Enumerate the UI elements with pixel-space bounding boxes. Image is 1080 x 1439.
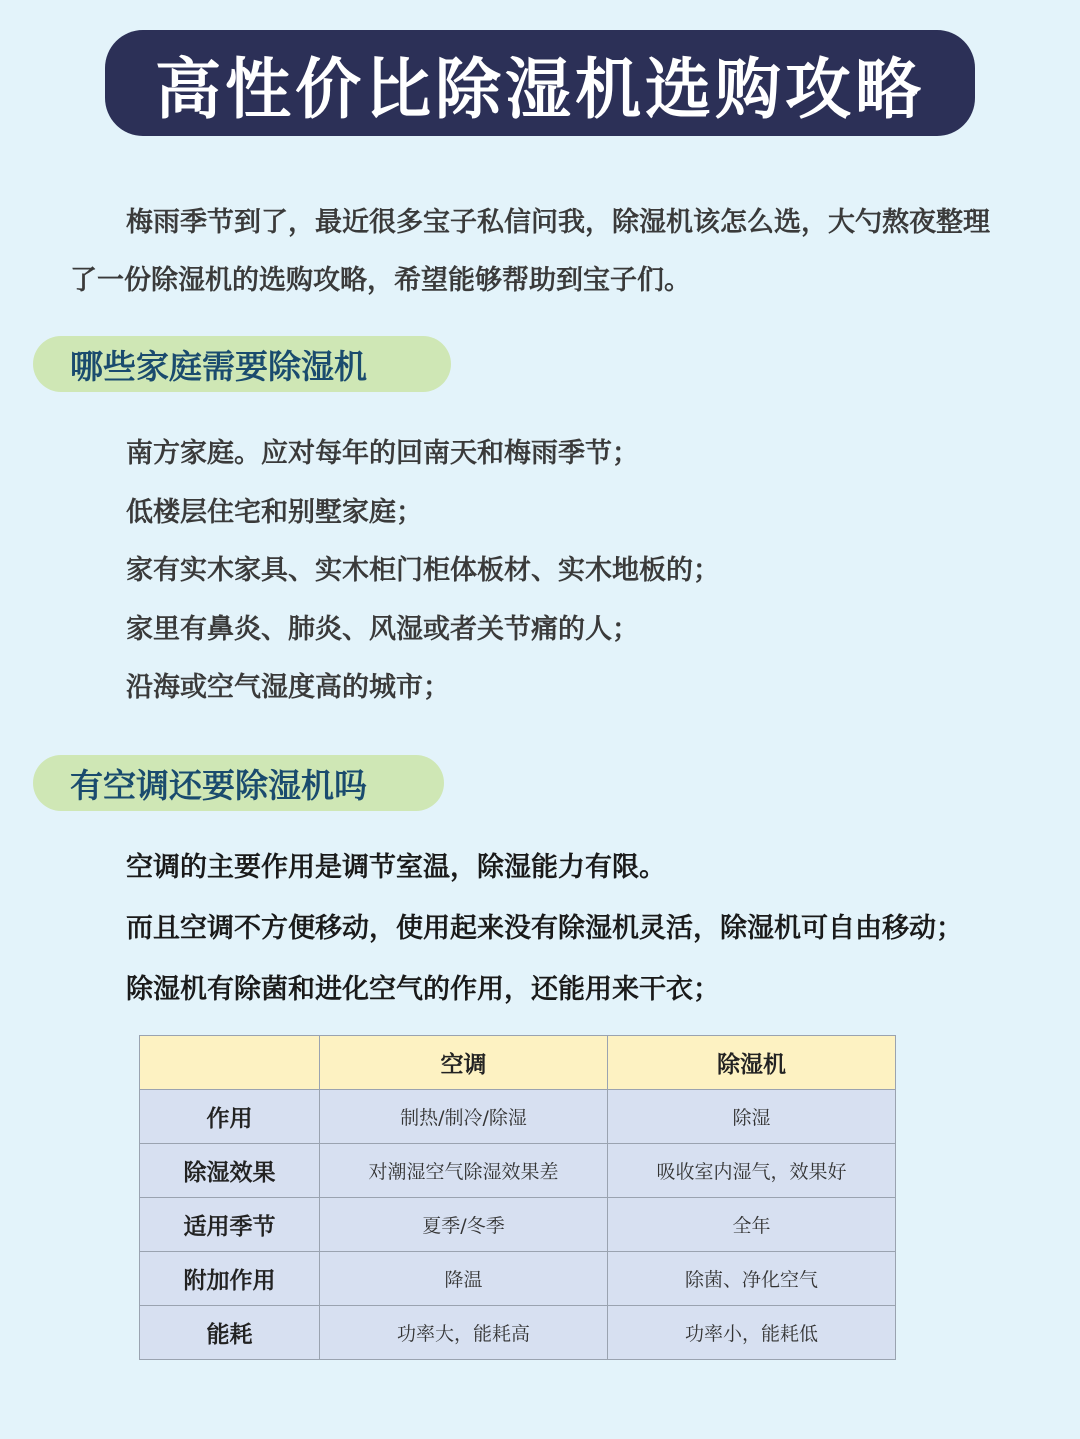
table-header-cell: 空调 [320, 1036, 608, 1090]
row-label-cell: 适用季节 [140, 1198, 320, 1252]
intro-paragraph: 梅雨季节到了，最近很多宝子私信问我，除湿机该怎么选，大勺熬夜整理了一份除湿机的选购攻略，希望能够帮助到宝子们。 [70, 207, 990, 296]
section-heading-ac-vs-dehumidifier [33, 755, 444, 811]
table-cell: 除菌、净化空气 [608, 1252, 896, 1306]
table-row [140, 1252, 896, 1306]
table-cell: 夏季/冬季 [320, 1198, 608, 1252]
row-label-cell: 除湿效果 [140, 1144, 320, 1198]
table-cell: 功率小，能耗低 [608, 1306, 896, 1360]
table-header-cell [140, 1036, 320, 1090]
row-label-cell: 附加作用 [140, 1252, 320, 1306]
page-title: 高性价比除湿机选购攻略 [155, 50, 925, 128]
comparison-table [139, 1035, 896, 1360]
table-cell: 吸收室内湿气，效果好 [608, 1144, 896, 1198]
table-row [140, 1306, 896, 1360]
table-cell: 功率大，能耗高 [320, 1306, 608, 1360]
table-header-cell: 除湿机 [608, 1036, 896, 1090]
list-item: 南方家庭。应对每年的回南天和梅雨季节； [126, 438, 639, 469]
list-item: 除湿机有除菌和进化空气的作用，还能用来干衣； [126, 974, 720, 1005]
list-item: 沿海或空气湿度高的城市； [126, 672, 450, 703]
section-heading-who-needs [33, 336, 451, 392]
title-banner [105, 30, 975, 136]
section-heading-text: 有空调还要除湿机吗 [70, 765, 367, 805]
ac-vs-dehumidifier-list [126, 837, 963, 1020]
list-item: 低楼层住宅和别墅家庭； [126, 496, 423, 528]
table-cell: 全年 [608, 1198, 896, 1252]
section-heading-text: 哪些家庭需要除湿机 [70, 346, 367, 386]
table-cell: 对潮湿空气除湿效果差 [320, 1144, 608, 1198]
who-needs-list [126, 425, 720, 718]
table-row [140, 1198, 896, 1252]
table-row [140, 1090, 896, 1144]
table-row [140, 1144, 896, 1198]
list-item: 而且空调不方便移动，使用起来没有除湿机灵活，除湿机可自由移动； [126, 913, 963, 944]
row-label-cell: 能耗 [140, 1306, 320, 1360]
table-header-row [140, 1036, 896, 1090]
list-item: 家有实木家具、实木柜门柜体板材、实木地板的； [126, 555, 720, 586]
list-item: 空调的主要作用是调节室温，除湿能力有限。 [126, 852, 666, 883]
table-cell: 降温 [320, 1252, 608, 1306]
table-cell: 制热/制冷/除湿 [320, 1090, 608, 1144]
row-label-cell: 作用 [140, 1090, 320, 1144]
list-item: 家里有鼻炎、肺炎、风湿或者关节痛的人； [126, 613, 639, 645]
table-cell: 除湿 [608, 1090, 896, 1144]
